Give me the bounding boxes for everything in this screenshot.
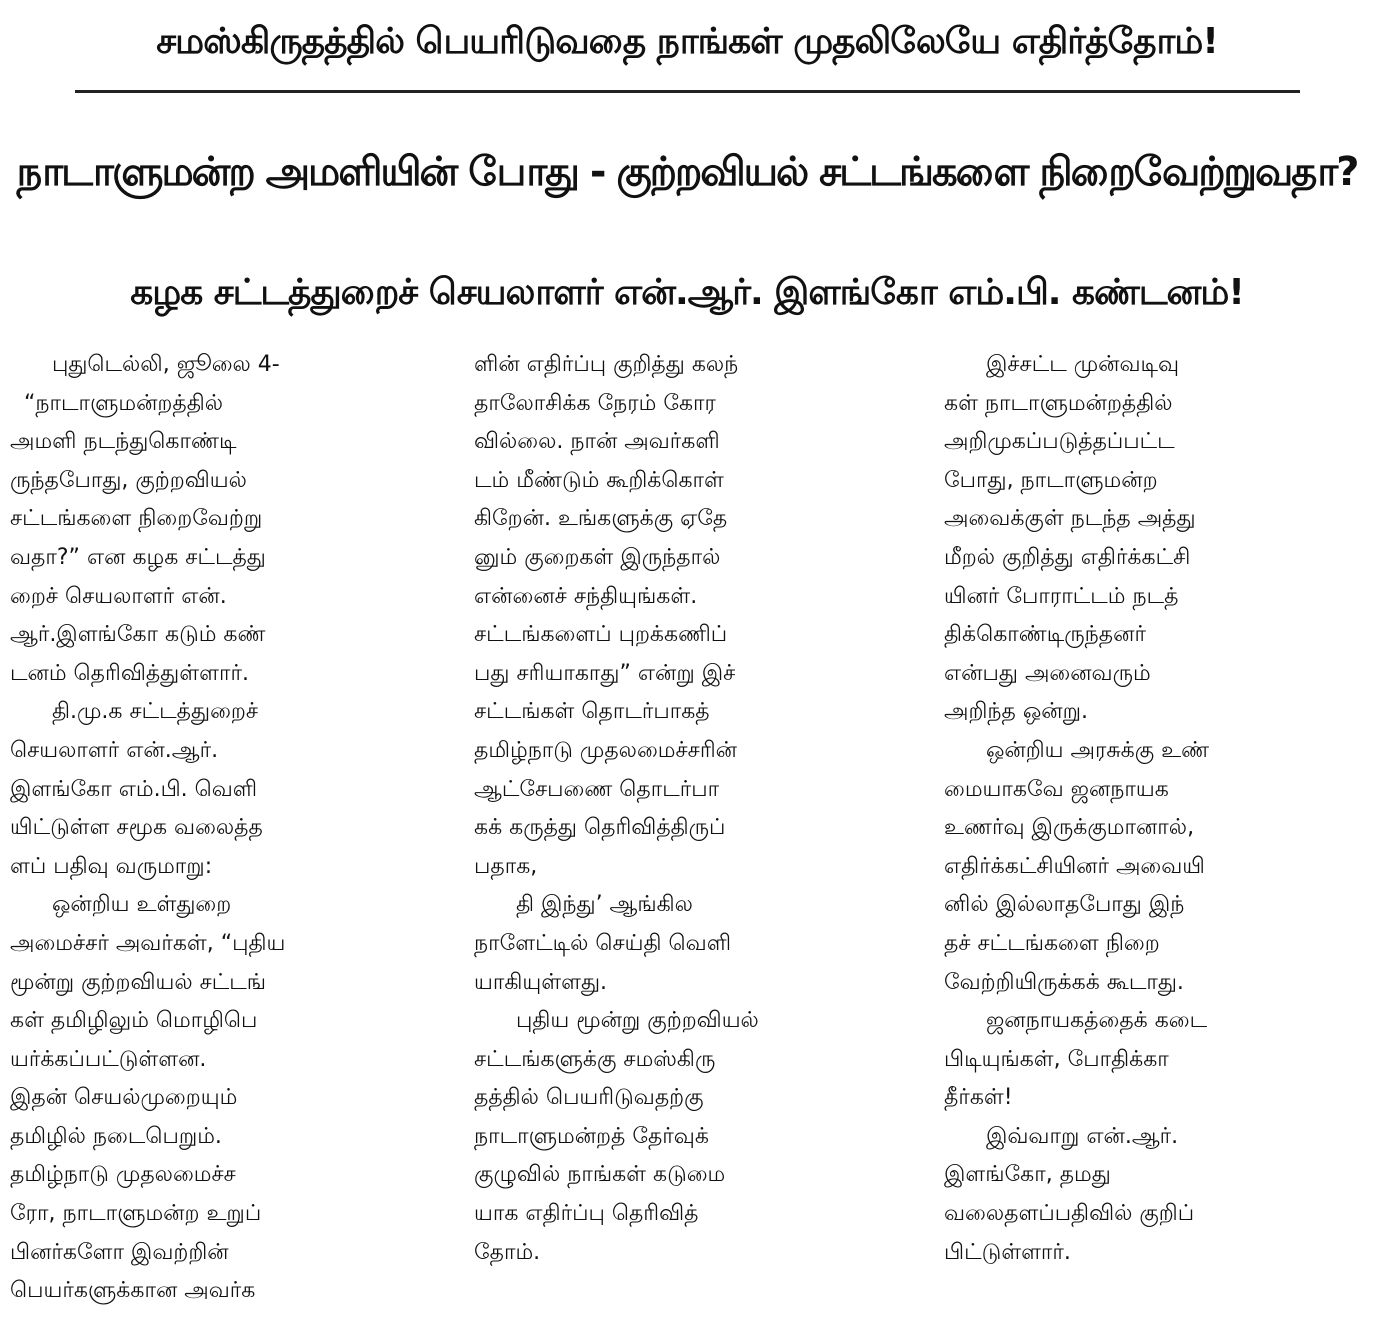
article-text-line: பது சரியாகாது” என்று இச் [474,660,736,686]
article-text-line: இவ்வாறு என்.ஆர். [944,1123,1179,1149]
article-text-line: வேற்றியிருக்கக் கூடாது. [944,969,1184,995]
article-text-line: அறிமுகப்படுத்தப்பட்ட [944,429,1175,455]
article-text-line: “நாடாளுமன்றத்தில் [10,390,224,416]
article-text-line: தி.மு.க சட்டத்துறைச் [10,699,259,725]
article-text-line: அமைச்சர் அவர்கள், “புதிய [10,930,286,956]
article-text-line: ஒன்றிய உள்துறை [10,892,232,918]
article-text-line: தாலோசிக்க நேரம் கோர [474,390,716,416]
article-text-line: ளப் பதிவு வருமாறு: [10,853,213,879]
article-text-line: சட்டங்களை நிறைவேற்று [10,506,263,532]
article-text-line: வதா?” என கழக சட்டத்து [10,544,266,570]
kicker-headline: சமஸ்கிருதத்தில் பெயரிடுவதை நாங்கள் முதலிலேயே எதிர்த்தோம்! [156,21,1218,62]
article-text-line: இளங்கோ எம்.பி. வெளி [10,776,258,802]
article-text-line: அவைக்குள் நடந்த அத்து [944,506,1196,532]
article-text-line: தீர்கள்! [944,1085,1013,1111]
article-text-line: ஜனநாயகத்தைக் கடை [944,1008,1208,1034]
article-text-line: னும் குறைகள் இருந்தால் [474,544,721,570]
article-text-line: கள் நாடாளுமன்றத்தில் [944,390,1173,416]
article-text-line: போது, நாடாளுமன்ற [944,467,1158,493]
article-text-line: ளின் எதிர்ப்பு குறித்து கலந் [474,352,739,377]
article-text-line: சட்டங்களைப் புறக்கணிப் [474,622,728,648]
article-column-3 [944,346,1374,1336]
article-text-line: தோம். [474,1239,541,1265]
article-text-line: ஆர்.இளங்கோ கடும் கண் [10,622,266,648]
main-headline: நாடாளுமன்ற அமளியின் போது - குற்றவியல் சட்டங்களை நிறைவேற்றுவதா? [16,148,1358,195]
article-text-line: தமிழ்நாடு முதலமைச்சரின் [474,737,738,763]
article-text-line: செயலாளர் என்.ஆர். [10,737,219,763]
article-text-line: மூன்று குற்றவியல் சட்டங் [10,969,267,995]
article-text-line: யிட்டுள்ள சமூக வலைத்த [10,815,263,841]
article-text-line: பினர்களோ இவற்றின் [10,1239,229,1265]
article-text-line: குழுவில் நாங்கள் கடுமை [474,1162,726,1188]
article-column-1 [10,346,440,1336]
article-text-line: கிறேன். உங்களுக்கு ஏதே [474,506,728,532]
article-text-line: உணர்வு இருக்குமானால், [944,815,1195,841]
article-text-line: றைச் செயலாளர் என். [10,583,227,609]
article-text-line: சட்டங்கள் தொடர்பாகத் [474,699,710,725]
article-text-line: ஒன்றிய அரசுக்கு உண் [944,737,1210,763]
article-text-line: மையாகவே ஜனநாயக [944,776,1169,802]
article-text-line: னில் இல்லாதபோது இந் [944,892,1185,918]
article-text-line: ரோ, நாடாளுமன்ற உறுப் [10,1201,262,1227]
article-text-line: டம் மீண்டும் கூறிக்கொள் [474,467,724,493]
article-text-line: ஆட்சேபணை தொடர்பா [474,776,720,802]
article-column-2 [474,346,904,1336]
article-text-line: டனம் தெரிவித்துள்ளார். [10,660,249,686]
article-text-line: புதிய மூன்று குற்றவியல் [474,1008,759,1034]
sub-headline: கழக சட்டத்துறைச் செயலாளர் என்.ஆர். இளங்கோ எம்.பி. கண்டனம்! [130,272,1244,313]
article-text-line: திக்கொண்டிருந்தனர் [944,622,1146,648]
article-text-line: இச்சட்ட முன்வடிவு [944,352,1180,377]
article-text-line: இதன் செயல்முறையும் [10,1085,238,1111]
article-text-line: தமிழ்நாடு முதலமைச்ச [10,1162,236,1188]
article-text-line: ருந்தபோது, குற்றவியல் [10,467,247,493]
article-text-line: தமிழில் நடைபெறும். [10,1123,222,1149]
article-text-line: அறிந்த ஒன்று. [944,699,1088,725]
article-text-line: யர்க்கப்பட்டுள்ளன. [10,1046,207,1072]
article-text-line: மீறல் குறித்து எதிர்க்கட்சி [944,544,1191,570]
article-text-line: பிடியுங்கள், போதிக்கா [944,1046,1169,1072]
article-text-line: பதாக, [474,853,538,879]
article-text-line: என்பது அனைவரும் [944,660,1151,686]
article-text-line: என்னைச் சந்தியுங்கள். [474,583,698,609]
article-text-line: புதுடெல்லி, ஜூலை 4- [10,352,280,377]
article-text-line: வலைதளப்பதிவில் குறிப் [944,1201,1195,1227]
article-text-line: கள் தமிழிலும் மொழிபெ [10,1008,258,1034]
article-text-line: தச் சட்டங்களை நிறை [944,930,1160,956]
article-text-line: யினர் போராட்டம் நடத் [944,583,1179,609]
article-text-line: நாளேட்டில் செய்தி வெளி [474,930,732,956]
article-text-line: எதிர்க்கட்சியினர் அவையி [944,853,1205,879]
article-text-line: தி இந்து’ ஆங்கில [474,892,693,918]
article-text-line: நாடாளுமன்றத் தேர்வுக் [474,1123,709,1149]
article-text-line: யாகியுள்ளது. [474,969,608,995]
article-text-line: தத்தில் பெயரிடுவதற்கு [474,1085,704,1111]
article-text-line: சட்டங்களுக்கு சமஸ்கிரு [474,1046,716,1072]
article-text-line: வில்லை. நான் அவர்களி [474,429,720,455]
article-text-line: இளங்கோ, தமது [944,1162,1111,1188]
article-text-line: பெயர்களுக்கான அவர்க [10,1278,256,1304]
article-text-line: அமளி நடந்துகொண்டி [10,429,237,455]
headline-divider [75,90,1300,93]
article-text-line: யாக எதிர்ப்பு தெரிவித் [474,1201,699,1227]
article-text-line: பிட்டுள்ளார். [944,1239,1071,1265]
article-text-line: கக் கருத்து தெரிவித்திருப் [474,815,726,841]
